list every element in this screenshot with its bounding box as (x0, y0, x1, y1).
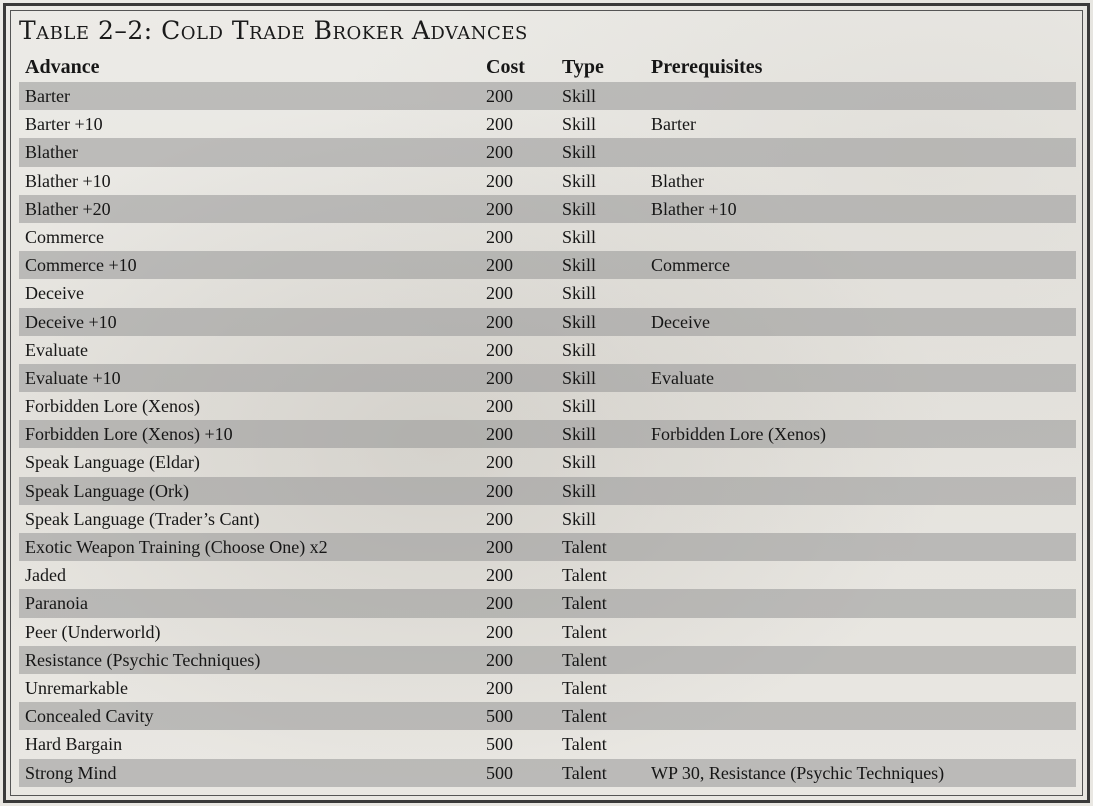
cell-cost: 200 (486, 311, 513, 332)
column-header-type: Type (562, 56, 604, 78)
cell-advance: Barter (25, 86, 70, 106)
cell-cost: 500 (486, 706, 513, 727)
cell-cost: 500 (486, 734, 513, 755)
cell-cost: 200 (486, 255, 513, 276)
table-row (19, 364, 1076, 392)
cell-type: Talent (562, 621, 607, 642)
table-row (19, 448, 1076, 476)
cell-type: Skill (562, 424, 597, 445)
table-row (19, 759, 1076, 787)
table-title: Table 2–2: Cold Trade Broker Advances (19, 16, 528, 45)
cell-cost: 200 (486, 565, 513, 586)
cell-prerequisites: Forbidden Lore (Xenos) (651, 424, 826, 445)
cell-advance: Speak Language (Ork) (25, 480, 189, 501)
cell-advance: Forbidden Lore (Xenos) (25, 396, 200, 417)
cell-cost: 200 (486, 339, 513, 360)
cell-cost: 200 (486, 593, 513, 614)
cell-advance: Blather (25, 142, 78, 163)
cell-cost: 200 (486, 508, 513, 529)
cell-advance: Paranoia (25, 593, 88, 614)
cell-type: Skill (562, 283, 597, 304)
table-row (19, 618, 1076, 646)
table-row (19, 110, 1076, 138)
cell-cost: 200 (486, 283, 513, 304)
cell-cost: 200 (486, 677, 513, 698)
cell-type: Skill (562, 480, 597, 501)
cell-type: Skill (562, 86, 597, 106)
cell-cost: 200 (486, 170, 513, 191)
cell-advance: Resistance (Psychic Techniques) (25, 649, 261, 670)
cell-cost: 500 (486, 762, 513, 783)
table-row (19, 533, 1076, 561)
cell-advance: Concealed Cavity (25, 706, 154, 727)
table-row (19, 477, 1076, 505)
cell-type: Skill (562, 142, 597, 163)
table-row (19, 589, 1076, 617)
table-row (19, 392, 1076, 420)
cell-type: Talent (562, 565, 607, 586)
cell-prerequisites: Blather +10 (651, 198, 737, 219)
table-row (19, 646, 1076, 674)
cell-cost: 200 (486, 452, 513, 473)
table-row (19, 195, 1076, 223)
cell-cost: 200 (486, 86, 513, 106)
table-row (19, 674, 1076, 702)
cell-prerequisites: WP 30, Resistance (Psychic Techniques) (651, 762, 945, 783)
table-row (19, 308, 1076, 336)
table-row (19, 82, 1076, 110)
cell-advance: Speak Language (Trader’s Cant) (25, 508, 260, 529)
table-body (19, 82, 1076, 787)
cell-prerequisites: Blather (651, 170, 704, 191)
cell-type: Talent (562, 677, 607, 698)
cell-type: Skill (562, 170, 597, 191)
cell-advance: Deceive +10 (25, 311, 117, 332)
cell-advance: Evaluate +10 (25, 367, 121, 388)
cell-advance: Commerce +10 (25, 255, 137, 276)
table-row (19, 167, 1076, 195)
cell-type: Talent (562, 537, 607, 557)
cell-type: Skill (562, 226, 597, 247)
cell-advance: Forbidden Lore (Xenos) +10 (25, 424, 233, 445)
table-row (19, 336, 1076, 364)
cell-type: Skill (562, 396, 597, 417)
cell-advance: Barter +10 (25, 114, 103, 135)
cell-advance: Jaded (25, 565, 66, 586)
cell-advance: Commerce (25, 226, 104, 247)
table-row (19, 251, 1076, 279)
cell-cost: 200 (486, 198, 513, 219)
cell-type: Skill (562, 311, 597, 332)
cell-type: Talent (562, 649, 607, 670)
cell-cost: 200 (486, 480, 513, 501)
cell-advance: Evaluate (25, 339, 88, 360)
cell-type: Skill (562, 367, 597, 388)
cell-type: Talent (562, 762, 607, 783)
cell-advance: Blather +20 (25, 198, 111, 219)
cell-prerequisites: Commerce (651, 255, 730, 276)
cell-type: Skill (562, 508, 597, 529)
cell-cost: 200 (486, 367, 513, 388)
cell-cost: 200 (486, 537, 513, 557)
cell-advance: Peer (Underworld) (25, 621, 161, 642)
cell-type: Talent (562, 706, 607, 727)
cell-type: Talent (562, 593, 607, 614)
cell-cost: 200 (486, 649, 513, 670)
cell-type: Skill (562, 452, 597, 473)
cell-prerequisites: Deceive (651, 311, 710, 332)
table-row (19, 702, 1076, 730)
table-row (19, 505, 1076, 533)
cell-type: Talent (562, 734, 607, 755)
cell-advance: Deceive (25, 283, 84, 304)
column-header-advance: Advance (25, 56, 100, 78)
table-row (19, 138, 1076, 166)
table-row (19, 561, 1076, 589)
cell-cost: 200 (486, 142, 513, 163)
table-row (19, 223, 1076, 251)
cell-advance: Unremarkable (25, 677, 128, 698)
cell-cost: 200 (486, 424, 513, 445)
cell-type: Skill (562, 339, 597, 360)
cell-cost: 200 (486, 396, 513, 417)
cell-type: Skill (562, 255, 597, 276)
cell-prerequisites: Barter (651, 114, 696, 135)
cell-advance: Strong Mind (25, 762, 117, 783)
cell-advance: Blather +10 (25, 170, 111, 191)
cell-cost: 200 (486, 226, 513, 247)
cell-advance: Speak Language (Eldar) (25, 452, 200, 473)
cell-cost: 200 (486, 114, 513, 135)
cell-advance: Exotic Weapon Training (Choose One) x2 (25, 537, 328, 557)
table-header (19, 53, 1076, 81)
cell-type: Skill (562, 198, 597, 219)
column-header-cost: Cost (486, 56, 525, 78)
cell-advance: Hard Bargain (25, 734, 123, 755)
table-row (19, 730, 1076, 758)
cell-prerequisites: Evaluate (651, 367, 714, 388)
table-row (19, 420, 1076, 448)
cell-type: Skill (562, 114, 597, 135)
table-row (19, 279, 1076, 307)
column-header-prerequisites: Prerequisites (651, 56, 763, 78)
cell-cost: 200 (486, 621, 513, 642)
